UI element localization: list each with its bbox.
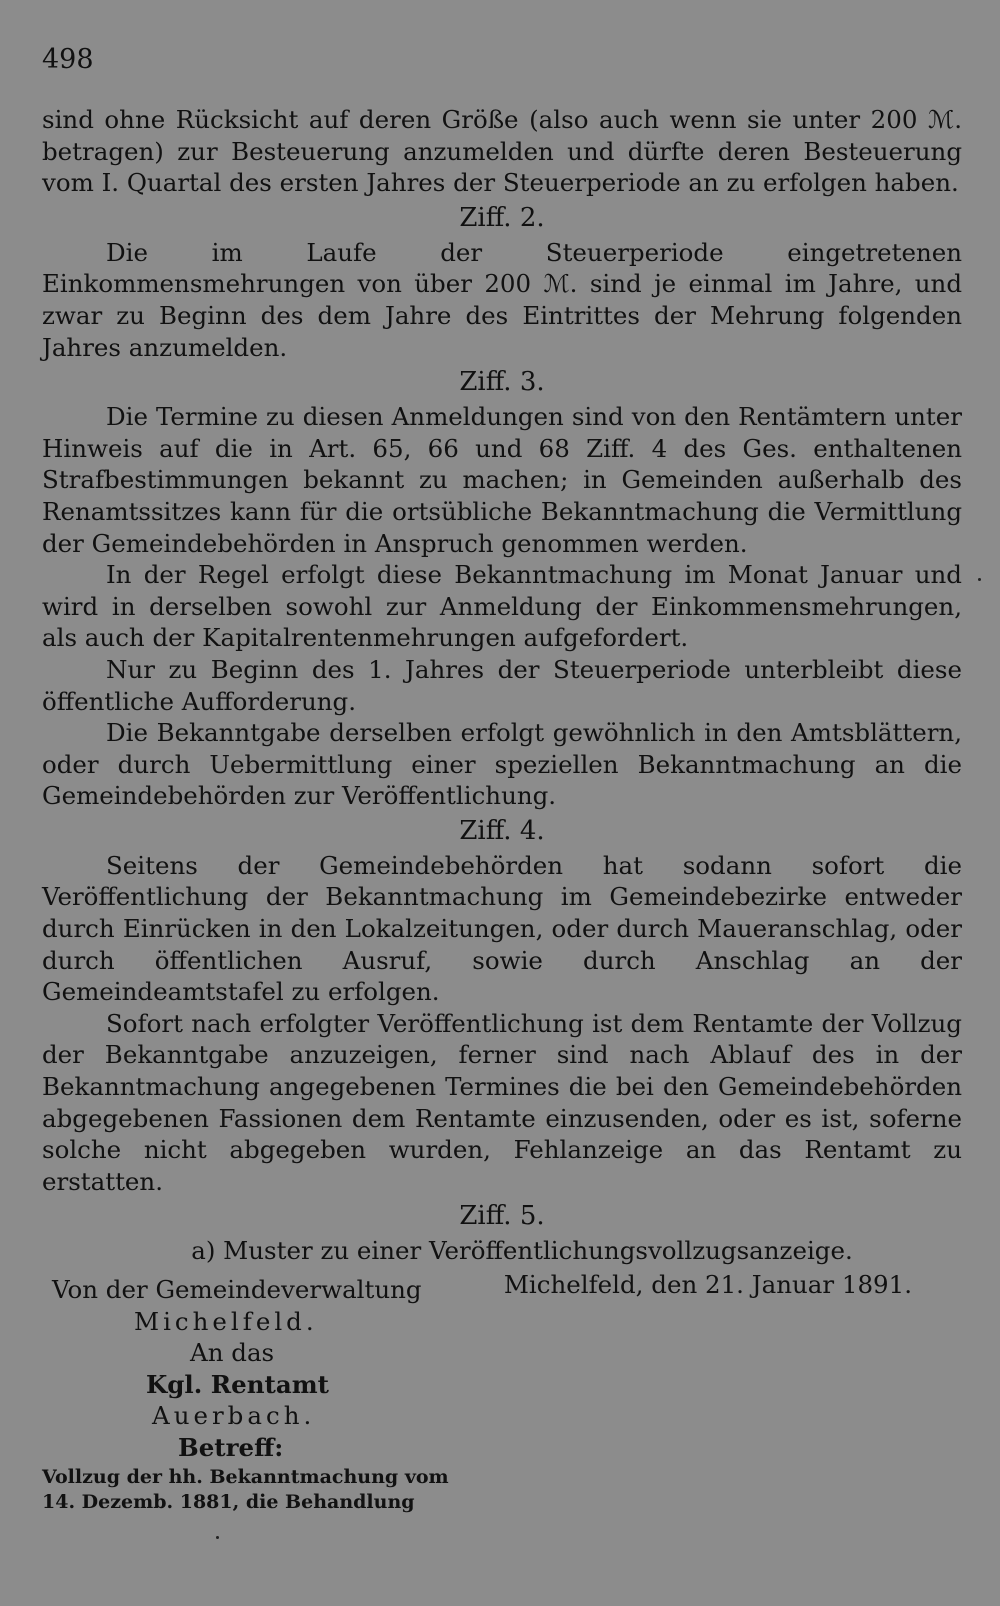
letter-subject-line-1: Vollzug der hh. Bekanntmachung vom <box>42 1466 449 1488</box>
letter-subject-line-2: 14. Dezemb. 1881, die Behandlung <box>42 1491 415 1513</box>
print-speck <box>216 1536 219 1539</box>
section-heading-ziff-3: Ziff. 3. <box>459 367 545 398</box>
section-3-paragraph-3: Nur zu Beginn des 1. Jahres der Steuerperiode unterbleibt diese öffentliche Aufforderung. <box>42 654 962 716</box>
section-4-paragraph-2: Sofort nach erfolgter Veröffentlichung ist dem Rentamte der Vollzug der Bekanntgabe anzuzeigen, ferner sind nach Ablauf des in der Bekanntmachung angegebenen Termines die bei den Gemeindebehörden abgegebenen Fassionen dem Rentamte einzusenden, oder es ist, soferne solche nicht abgegeben wurden, Fehlanzeige an das Rentamt zu erstatten. <box>42 1008 962 1196</box>
intro-paragraph: sind ohne Rücksicht auf deren Größe (also auch wenn sie unter 200 ℳ. betragen) zur Besteuerung anzumelden und dürfte deren Besteuerung vom I. Quartal des ersten Jahres der Steuerperiode an zu erfolgen haben. <box>42 105 962 198</box>
date-line: Michelfeld, den 21. Januar 1891. <box>503 1270 912 1299</box>
letter-sender-place: Michelfeld. <box>134 1306 318 1336</box>
letter-block <box>42 1274 482 1515</box>
letter-subject-label: Betreff: <box>178 1432 284 1462</box>
section-4-paragraph-1: Seitens der Gemeindebehörden hat sodann sofort die Veröffentlichung der Bekanntmachung im Gemeindebezirke entweder durch Einrücken in den Lokalzeitungen, oder durch Maueranschlag, oder durch öffentlichen Ausruf, sowie durch Anschlag an der Gemeindeamtstafel zu erfolgen. <box>42 850 962 1007</box>
section-heading-ziff-2: Ziff. 2. <box>459 202 545 233</box>
letter-subject-text <box>42 1465 482 1515</box>
body-text <box>42 104 962 1301</box>
form-heading: a) Muster zu einer Veröffentlichungsvollzugsanzeige. <box>191 1236 853 1266</box>
section-3-paragraph-4: Die Bekanntgabe derselben erfolgt gewöhnlich in den Amtsblättern, oder durch Uebermittlung einer speziellen Bekanntmachung an die Gemeindebehörden zur Veröffentlichung. <box>42 718 962 811</box>
section-3-paragraph-2: In der Regel erfolgt diese Bekanntmachung im Monat Januar und wird in derselben sowohl zur Anmeldung der Einkommensmehrungen, als auch der Kapitalrentenmehrungen aufgefordert. <box>42 560 962 653</box>
letter-recipient-office: Kgl. Rentamt <box>146 1369 329 1399</box>
section-2-paragraph: Die im Laufe der Steuerperiode eingetretenen Einkommensmehrungen von über 200 ℳ. sind je einmal im Jahre, und zwar zu Beginn des dem Jahre des Eintrittes der Mehrung folgenden Jahres anzumelden. <box>42 237 962 362</box>
letter-recipient-city: Auerbach. <box>152 1401 316 1430</box>
section-3-paragraph-1: Die Termine zu diesen Anmeldungen sind von den Rentämtern unter Hinweis auf die in Art. 65, 66 und 68 Ziff. 4 des Ges. enthaltenen Strafbestimmungen bekannt zu machen; in Gemeinden außerhalb des Renamtssitzes kann für die ortsübliche Bekanntmachung die Vermittlung der Gemeindebehörden in Anspruch genommen werden. <box>42 402 962 558</box>
letter-recipient-prefix: An das <box>190 1338 275 1367</box>
section-heading-ziff-4: Ziff. 4. <box>459 815 545 846</box>
print-speck <box>978 578 981 581</box>
section-heading-ziff-5: Ziff. 5. <box>459 1201 545 1232</box>
page-number: 498 <box>42 44 94 75</box>
letter-sender: Von der Gemeindeverwaltung <box>52 1275 422 1304</box>
